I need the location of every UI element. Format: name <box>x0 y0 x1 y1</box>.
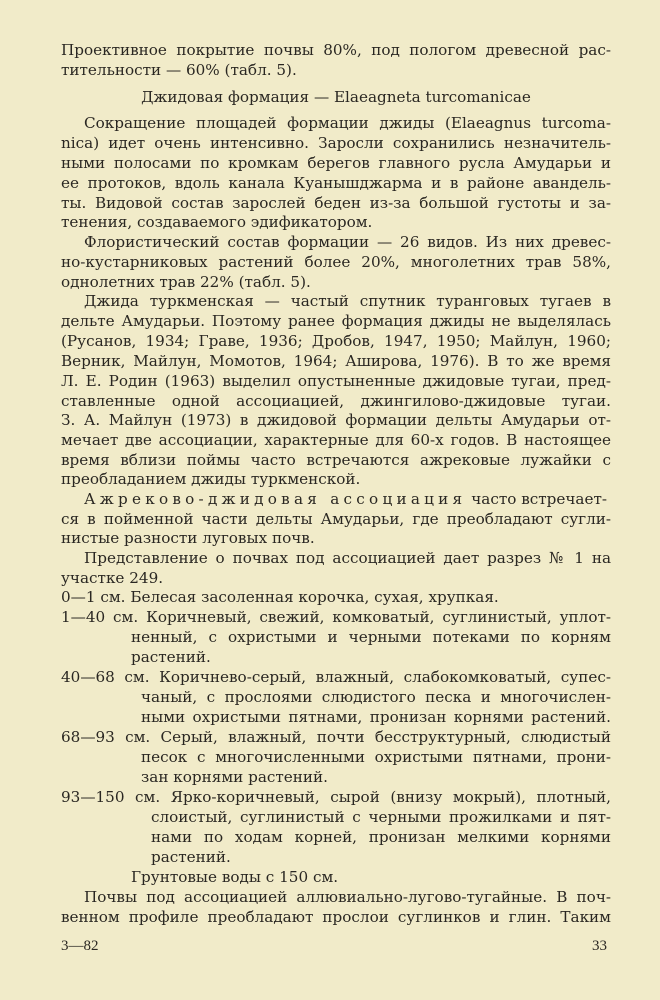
text-line: З. А. Майлун (1973) в джидовой формации дельты Амударьи от- <box>61 411 611 429</box>
text-line: Верник, Майлун, Момотов, 1964; Аширова, 1976). В то же время <box>61 352 611 370</box>
soil-layer-line: растений. <box>131 648 211 666</box>
text-line: время вблизи поймы часто встречаются ажрековые лужайки с <box>61 451 611 469</box>
page-number: 33 <box>592 938 607 954</box>
text-line: дельте Амударьи. Поэтому ранее формация джиды не выделялась <box>61 312 611 330</box>
soil-layer-line: слоистый, суглинистый с черными прожилками и пят- <box>151 808 611 826</box>
soil-layer-line: зан корнями растений. <box>141 768 328 786</box>
soil-layer-line: 93—150 см. Ярко-коричневый, сырой (внизу мокрый), плотный, <box>61 788 611 806</box>
soil-layer-line: растений. <box>151 848 231 866</box>
text-line: тительности — 60% (табл. 5). <box>61 61 297 79</box>
soil-layer-line: песок с многочисленными охристыми пятнами, прони- <box>141 748 611 766</box>
soil-layer-line: чаный, с прослоями слюдистого песка и многочислен- <box>141 688 611 706</box>
groundwater-line: Грунтовые воды с 150 см. <box>131 868 339 886</box>
text-line: ными полосами по кромкам берегов главного русла Амударьи и <box>61 154 611 172</box>
text-line: тенения, создаваемого эдификатором. <box>61 213 373 231</box>
text-line: ты. Видовой состав зарослей беден из-за большой густоты и за- <box>61 194 611 212</box>
soil-layer-line: ненный, с охристыми и черными потеками по корням <box>131 628 611 646</box>
soil-layer-line: ными охристыми пятнами, пронизан корнями растений. <box>141 708 611 726</box>
text-line: ставленные одной ассоциацией, джингилово-джидовые тугаи. <box>61 392 611 410</box>
text-line: нистые разности луговых почв. <box>61 529 315 547</box>
soil-layer-line: 0—1 см. Белесая засоленная корочка, сухая, хрупкая. <box>61 588 499 606</box>
text-line: ся в пойменной части дельты Амударьи, где преобладают сугли- <box>61 510 611 528</box>
soil-layer-line: 40—68 см. Коричнево-серый, влажный, слабокомковатый, супес- <box>61 668 611 686</box>
print-signature: 3—82 <box>61 938 99 954</box>
text-line: преобладанием джиды туркменской. <box>61 470 361 488</box>
association-heading: Ажреково-джидовая ассоциация <box>84 490 467 508</box>
text-line: участке 249. <box>61 569 164 587</box>
text-line: Сокращение площадей формации джиды (Elaeagnus turcoma- <box>84 114 611 132</box>
text-line: Джида туркменская — частый спутник туранговых тугаев в <box>84 292 611 310</box>
text-line: Почвы под ассоциацией аллювиально-лугово-тугайные. В поч- <box>84 888 611 906</box>
text-line: nica) идет очень интенсивно. Заросли сохранились незначитель- <box>61 134 611 152</box>
text-line: но-кустарниковых растений более 20%, многолетних трав 58%, <box>61 253 611 271</box>
text-line: ее протоков, вдоль канала Куанышджарма и в районе авандель- <box>61 174 611 192</box>
soil-layer-line: нами по ходам корней, пронизан мелкими корнями <box>151 828 611 846</box>
text-line: мечает две ассоциации, характерные для 60-х годов. В настоящее <box>61 431 611 449</box>
text-line: (Русанов, 1934; Граве, 1936; Дробов, 1947, 1950; Майлун, 1960; <box>61 332 611 350</box>
text-line: однолетних трав 22% (табл. 5). <box>61 273 311 291</box>
text-line: Флористический состав формации — 26 видов. Из них древес- <box>84 233 611 251</box>
section-heading: Джидовая формация — Elaeagneta turcomanicae <box>141 88 531 106</box>
text-line: Л. Е. Родин (1963) выделил опустыненные джидовые тугаи, пред- <box>61 372 611 390</box>
text-line: венном профиле преобладают прослои суглинков и глин. Таким <box>61 908 611 926</box>
soil-layer-line: 68—93 см. Серый, влажный, почти бесструктурный, слюдистый <box>61 728 611 746</box>
soil-layer-line: 1—40 см. Коричневый, свежий, комковатый, суглинистый, уплот- <box>61 608 611 626</box>
text-line: Представление о почвах под ассоциацией дает разрез № 1 на <box>84 549 611 567</box>
text-line: Проективное покрытие почвы 80%, под пологом древесной рас- <box>61 41 611 59</box>
association-line <box>84 489 611 509</box>
text-fragment: часто встречает- <box>471 490 607 508</box>
